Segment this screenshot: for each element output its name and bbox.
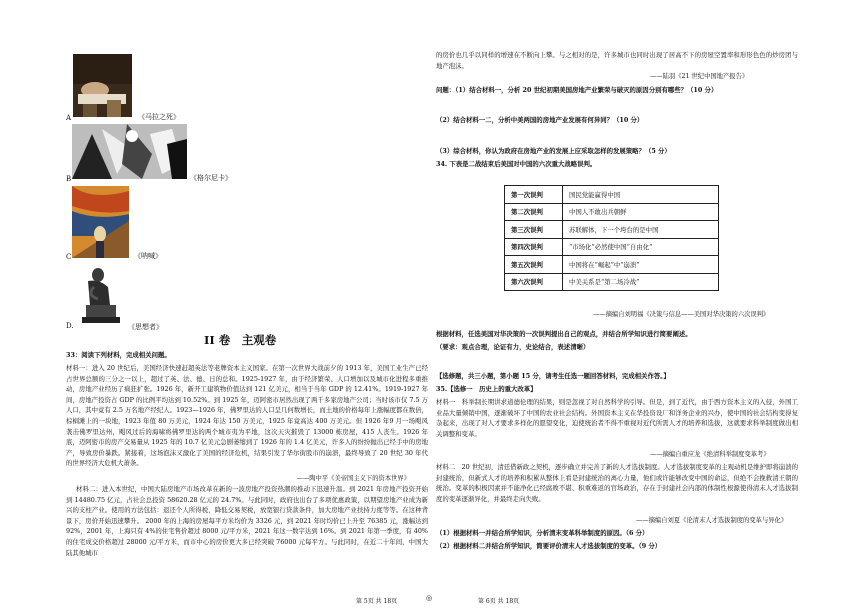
footer-page-right: 第 6页 共 18页 (478, 598, 520, 605)
table-cell: 国民党能赢得中国 (563, 186, 719, 204)
option-a-caption: 《马拉之死》 (138, 113, 180, 121)
table-row (505, 238, 719, 256)
table-cell: “市场化”必然使中国“自由化” (563, 238, 719, 256)
q33-question-3: （3）综合材料，你认为政府在房地产业的发展上应采取怎样的发展策略？（5 分） (436, 147, 671, 155)
q33-material2: 材料二：进入本世纪，中国大陆房地产市场改革在新的一波房地产投资热潮的推动下迅速升温。到 2021 年房地产投资开始到 14480.75 亿元，占社会总投资 58620.28 亿元的 24.7%。与此同时，政府也出台了多项优惠政策，以期望房地产业成为新兴的支柱产业。使用的方法包括：退还个人所得税，降低交易契税，放宽银行贷款条件，加大房地产业扶持力度等等。在这种背景下，房价开始迅速攀升。 2000 年的上海的房屋每平方米均价为 3326 元，到 2021 年时均价已上升至 76385 元，涨幅达到 92%，2001 年，上海只有 4%的住宅售价超过 8000 元/平方米，2021 年这一数字达到 16%。到 2021 年第一季度，有 40%的住宅成交价格超过 28000 元/平方米，而市中心的房价更大多已经突破 76000 元每平方。与此同时，在近二十年间，中国大陆其他城市 (66, 485, 428, 557)
q33-material2-source: ——陆羽《21 世纪中国地产报告》 (650, 73, 749, 80)
table-row (505, 256, 719, 274)
table-cell-head: 第三次误判 (505, 221, 563, 239)
q34-table-source: ——摘编自刘明福《决策与信息——美国对华决策的六次误判》 (593, 311, 770, 318)
q33-question-1: 问题：（1）结合材料一，分析 20 世纪初期美国房地产业繁荣与破灭的原因分别有哪些？（10 分） (436, 86, 718, 94)
option-c-letter: C (66, 253, 72, 261)
q35-question-2: （2）根据材料二并结合所学知识，简要评价清末人才选拔制度的变革。（9 分） (436, 542, 662, 550)
table-row (505, 203, 719, 221)
table-row (505, 273, 719, 291)
q35-material2: 材料二 20 世纪初，清廷借新政之契机，逐步确立并完善了新的人才选拔制度。人才选拔制度变革的主观动机是维护即将崩溃的封建统治，但新式人才的培养和积累从整体上看是封建统治的离心力量，他们或许能够改变中国的命运，但绝不会挽救清王朝的统治。变革的积极因素并不能净化已经腐败不堪、积重难返的官场政治，存在于封建社会内部的体制性根源使得清末人才选拔制度的变革逐渐异化，并最终走向失败。 (436, 463, 798, 503)
option-b-caption: 《格尔尼卡》 (190, 174, 232, 182)
painting-the-scream (72, 186, 129, 258)
painting-death-of-marat (73, 54, 132, 117)
option-c-caption: 《呐喊》 (134, 252, 162, 260)
q33-header: 33：阅读下列材料，完成相关问题。 (66, 351, 171, 359)
q35-material1-source: ——摘编自重应龙《绝清科举制度变革考》 (650, 451, 770, 458)
table-row (505, 186, 719, 204)
footer-binding-mark: ◎ (426, 594, 433, 602)
q34-header: 34. 下表是二战结束后美国对中国的六次重大战略误判。 (436, 160, 597, 168)
table-cell-head: 第四次误判 (505, 238, 563, 256)
table-cell-head: 第一次误判 (505, 186, 563, 204)
q35-material1: 材料一 科举制长期讲求道德伦理的结果，则是忽视了对自然科学的引导。但是，到了近代，由于西方资本主义的入侵，外国工业品大量倾销中国，逐渐破坏了中国的农业社会结构。外国资本主义在华投资设厂和洋务企业的兴办，使中国的社会结构变得复杂起来，出现了对人才要求多样化的愿望变化，迫使统治者不得不重视对近代所需人才的培养和选拔，这就要求科举制度做出相关调整和变革。 (436, 398, 798, 438)
q35-header: 35.【选修一 历史上的重大改革】 (436, 385, 537, 393)
sculpture-the-thinker (76, 265, 124, 323)
q35-question-1: （1）根据材料一并结合所学知识，分析清末变革科举制度的原因。（6 分） (436, 529, 649, 537)
option-b-letter: B (66, 175, 72, 183)
section-title: II 卷 主观卷 (204, 333, 277, 347)
footer-page-left: 第 5页 共 18页 (356, 598, 398, 605)
q33-material1-source: ——陶中平《美帝国主义下的资本世界》 (296, 475, 410, 482)
table-cell: 苏联解体，下一个垮台的是中国 (563, 221, 719, 239)
table-cell-head: 第二次误判 (505, 203, 563, 221)
q34-requirement: 根据材料，任选美国对华决策的一次误判提出自己的观点，并结合所学知识进行简要阐述。 (436, 330, 692, 338)
q33-question-2: （2）结合材料一二，分析中美两国的房地产业发展有何异同？（10 分） (436, 116, 644, 124)
elective-note: 【选修题，共三小题，第小题 15 分，请考生任选一题回答材料，完成相关作答。】 (436, 372, 670, 380)
q34-requirement-note: （要求：观点合理，论证有力，史论结合，表述清晰） (436, 343, 590, 351)
option-d-caption: 《思想者》 (128, 323, 163, 331)
q35-material2-source: ——摘编自刘夏《论清末人才选拔制度的变革与异化》 (636, 517, 788, 524)
table-cell-head: 第六次误判 (505, 273, 563, 291)
option-a-letter: A (66, 114, 72, 122)
table-cell: 中美关系是“第二场冷战” (563, 273, 719, 291)
q33-material2-continued: 的房价也几乎以同样的增速在不断向上攀。与之相对的是，许多城市也同时出现了居高不下的房屋空置率和形形色色的炒房团与地产泡沫。 (436, 51, 798, 70)
option-d-letter: D. (66, 322, 74, 330)
table-cell: 中国人不敢出兵朝鲜 (563, 203, 719, 221)
table-cell: 中国将在“崛起”中“崩溃” (563, 256, 719, 274)
q34-misjudgment-table (504, 185, 719, 291)
table-row (505, 221, 719, 239)
q33-material1: 材料一：进入 20 世纪后，美国经济快速赶超英法等老牌资本主义国家。在第一次世界大战前夕的 1913 年，美国工业生产已经占世界总额的三分之一以上，超过了英、法、德、日的总和。1925-1927 年，由于经济繁荣、人口增加以及城市化进程多重推动，房地产业经历了疯狂扩张。1926 年，新开工建筑物价值达到 121 亿美元，相当于当年 GDP 的 12.41%。1919-1927 年间，房地产投资占 GDP 的比例平均达到 10.52%。到 1925 年，迈阿密市居然出现了两千多家房地产公司；当时该市仅 7.5 万人口，其中竟有 2.5 万名地产经纪人。1923—1926 年，佛罗里达的人口呈几何数增长，而土地的价格每年上涨幅度都在数倍，棕榈滩上的一块地，1923 年值 80 万美元，1924 年达 150 万美元，1925 年竟高达 400 万美元。但 1926 年9 月一场飓风袭击佛罗里达州，飓风过后的海啸将佛罗里达的两个城市夷为平地，这次天灾摧毁了 13000 栋房屋，415 人丧生。1926 年底，迈阿密市的房产交易量从 1925 年的 10.7 亿美元急剧萎缩到了 1926 年的 1.4 亿美元，许多人的纷纷抛出已经手中的房地产，导致房价暴跌。紧接着，这场泡沫又激化了美国的经济危机，结果引发了华尔街股市的崩溃，最终导致了 20 世纪 30 年代的世界经济大危机大萧条。 (66, 364, 428, 468)
table-cell-head: 第五次误判 (505, 256, 563, 274)
painting-guernica (72, 124, 187, 179)
